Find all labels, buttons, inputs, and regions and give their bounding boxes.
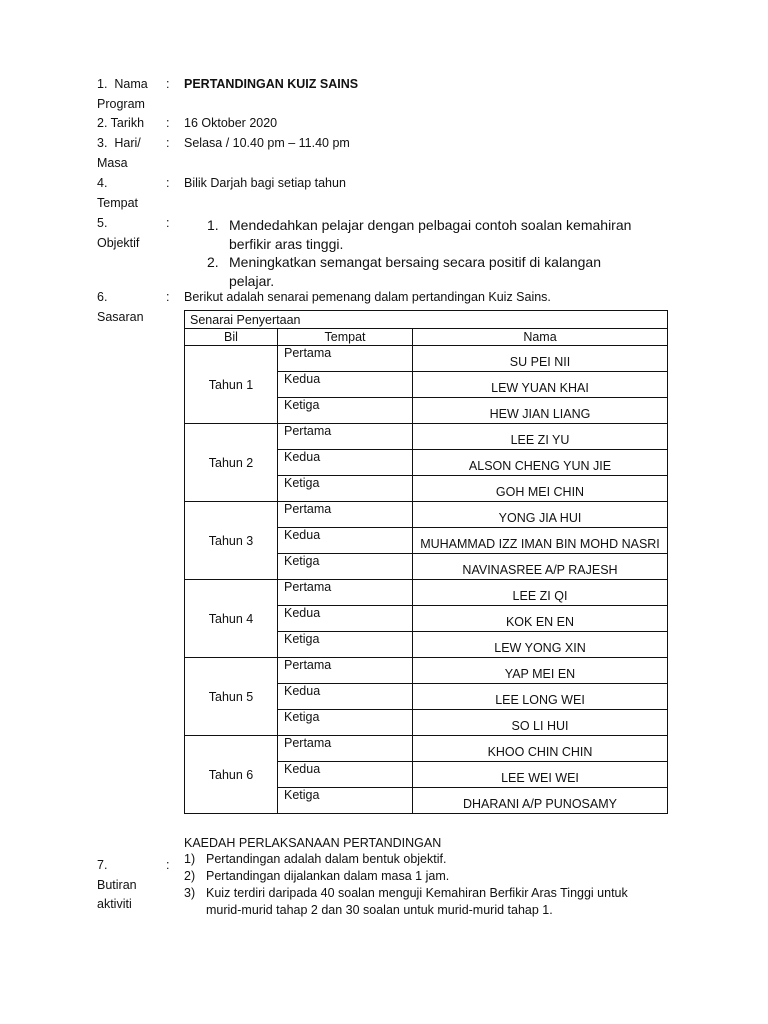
header-nama: Nama bbox=[413, 329, 668, 346]
name-cell: YAP MEI EN bbox=[413, 658, 668, 684]
name-cell: DHARANI A/P PUNOSAMY bbox=[413, 788, 668, 814]
name-cell: ALSON CHENG YUN JIE bbox=[413, 450, 668, 476]
label-tarikh: 2. Tarikh bbox=[97, 116, 145, 130]
place-cell: Kedua bbox=[278, 528, 413, 554]
place-cell: Pertama bbox=[278, 424, 413, 450]
table-row bbox=[185, 580, 668, 606]
label-butiran-aktiviti: 7. Butiran aktiviti bbox=[97, 858, 137, 911]
colon: : bbox=[166, 77, 170, 91]
year-cell: Tahun 6 bbox=[185, 736, 278, 814]
name-cell: LEW YUAN KHAI bbox=[413, 372, 668, 398]
colon: : bbox=[166, 290, 170, 304]
name-cell: NAVINASREE A/P RAJESH bbox=[413, 554, 668, 580]
name-cell: GOH MEI CHIN bbox=[413, 476, 668, 502]
name-cell: SU PEI NII bbox=[413, 346, 668, 372]
place-cell: Ketiga bbox=[278, 398, 413, 424]
place-cell: Pertama bbox=[278, 346, 413, 372]
value-hari-masa: Selasa / 10.40 pm – 11.40 pm bbox=[184, 136, 350, 150]
label-nama-program: 1. Nama Program bbox=[97, 77, 148, 111]
colon: : bbox=[166, 216, 170, 230]
place-cell: Kedua bbox=[278, 762, 413, 788]
table-row bbox=[185, 346, 668, 372]
colon: : bbox=[166, 136, 170, 150]
name-cell: LEE ZI QI bbox=[413, 580, 668, 606]
table-row bbox=[185, 424, 668, 450]
header-bil: Bil bbox=[185, 329, 278, 346]
name-cell: LEE WEI WEI bbox=[413, 762, 668, 788]
name-cell: YONG JIA HUI bbox=[413, 502, 668, 528]
objective-item: 2. Meningkatkan semangat bersaing secara positif di kalangan pelajar. bbox=[207, 254, 602, 289]
label-hari-masa: 3. Hari/ Masa bbox=[97, 136, 141, 170]
name-cell: SO LI HUI bbox=[413, 710, 668, 736]
table-caption: Senarai Penyertaan bbox=[185, 311, 668, 329]
objectives-list bbox=[207, 216, 647, 290]
method-item: 1) Pertandingan adalah dalam bentuk objektif. bbox=[184, 852, 447, 866]
place-cell: Pertama bbox=[278, 580, 413, 606]
label-objektif: 5. Objektif bbox=[97, 216, 140, 250]
value-tarikh: 16 Oktober 2020 bbox=[184, 116, 278, 130]
name-cell: MUHAMMAD IZZ IMAN BIN MOHD NASRI bbox=[413, 528, 668, 554]
objective-item: 1. Mendedahkan pelajar dengan pelbagai contoh soalan kemahiran berfikir aras tinggi. bbox=[207, 217, 632, 252]
method-item: 2) Pertandingan dijalankan dalam masa 1 jam. bbox=[184, 869, 450, 883]
place-cell: Ketiga bbox=[278, 476, 413, 502]
colon: : bbox=[166, 858, 170, 872]
table-row bbox=[185, 736, 668, 762]
place-cell: Pertama bbox=[278, 736, 413, 762]
year-cell: Tahun 2 bbox=[185, 424, 278, 502]
place-cell: Kedua bbox=[278, 450, 413, 476]
place-cell: Ketiga bbox=[278, 788, 413, 814]
name-cell: HEW JIAN LIANG bbox=[413, 398, 668, 424]
colon: : bbox=[166, 176, 170, 190]
place-cell: Pertama bbox=[278, 658, 413, 684]
place-cell: Kedua bbox=[278, 372, 413, 398]
year-cell: Tahun 1 bbox=[185, 346, 278, 424]
header-tempat: Tempat bbox=[278, 329, 413, 346]
name-cell: KHOO CHIN CHIN bbox=[413, 736, 668, 762]
place-cell: Kedua bbox=[278, 684, 413, 710]
value-nama-program: PERTANDINGAN KUIZ SAINS bbox=[184, 77, 359, 91]
name-cell: LEW YONG XIN bbox=[413, 632, 668, 658]
year-cell: Tahun 3 bbox=[185, 502, 278, 580]
place-cell: Ketiga bbox=[278, 632, 413, 658]
name-cell: LEE ZI YU bbox=[413, 424, 668, 450]
table-row bbox=[185, 658, 668, 684]
colon: : bbox=[166, 116, 170, 130]
value-tempat: Bilik Darjah bagi setiap tahun bbox=[184, 176, 346, 190]
place-cell: Ketiga bbox=[278, 554, 413, 580]
place-cell: Kedua bbox=[278, 606, 413, 632]
place-cell: Pertama bbox=[278, 502, 413, 528]
year-cell: Tahun 4 bbox=[185, 580, 278, 658]
value-sasaran: Berikut adalah senarai pemenang dalam pertandingan Kuiz Sains. bbox=[184, 290, 551, 304]
name-cell: LEE LONG WEI bbox=[413, 684, 668, 710]
method-title: KAEDAH PERLAKSANAAN PERTANDINGAN bbox=[184, 836, 442, 850]
year-cell: Tahun 5 bbox=[185, 658, 278, 736]
label-tempat: 4. Tempat bbox=[97, 176, 138, 210]
name-cell: KOK EN EN bbox=[413, 606, 668, 632]
method-list bbox=[184, 851, 654, 919]
label-sasaran: 6. Sasaran bbox=[97, 290, 144, 324]
table-row bbox=[185, 502, 668, 528]
winners-table bbox=[184, 310, 668, 814]
method-item: 3) Kuiz terdiri daripada 40 soalan menguji Kemahiran Berfikir Aras Tinggi untuk murid-murid tahap 2 dan 30 soalan untuk murid-murid tahap 1. bbox=[184, 886, 628, 917]
place-cell: Ketiga bbox=[278, 710, 413, 736]
